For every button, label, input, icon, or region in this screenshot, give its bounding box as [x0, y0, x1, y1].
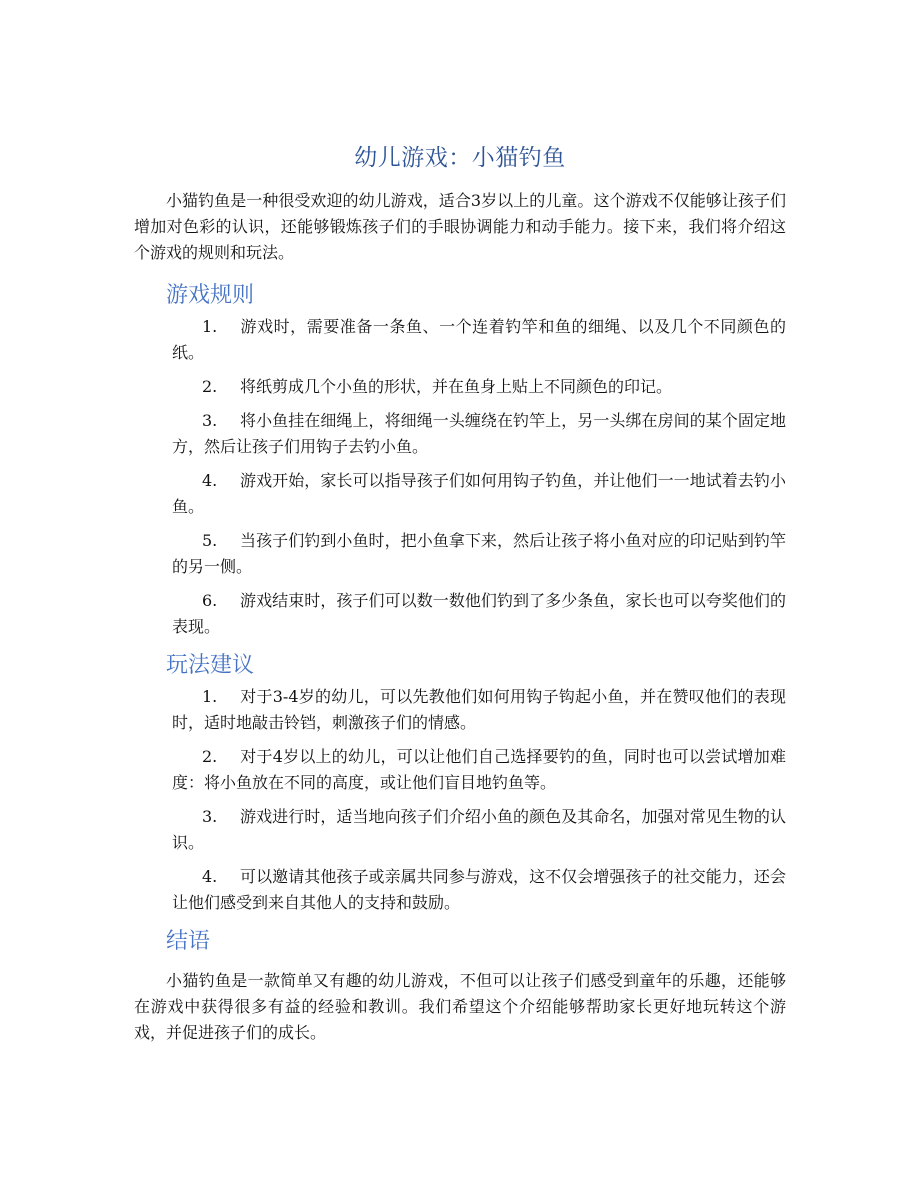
- conclusion-paragraph: 小猫钓鱼是一款简单又有趣的幼儿游戏，不但可以让孩子们感受到童年的乐趣，还能够在游戏中获得很多有益的经验和教训。我们希望这个介绍能够帮助家长更好地玩转这个游戏，并促进孩子们的成长。: [134, 971, 786, 1042]
- list-item: [134, 588, 786, 640]
- item-number: 1.: [202, 687, 218, 706]
- item-number: 1.: [202, 317, 218, 336]
- item-text: 可以邀请其他孩子或亲属共同参与游戏，这不仅会增强孩子的社交能力，还会让他们感受到来自其他人的支持和鼓励。: [172, 867, 786, 912]
- section-heading-tips: 玩法建议: [166, 653, 255, 678]
- item-number: 2.: [202, 377, 218, 396]
- item-text: 当孩子们钓到小鱼时，把小鱼拿下来，然后让孩子将小鱼对应的印记贴到钓竿的另一侧。: [172, 531, 786, 576]
- item-text: 游戏进行时，适当地向孩子们介绍小鱼的颜色及其命名，加强对常见生物的认识。: [172, 807, 786, 852]
- list-item: [134, 684, 786, 736]
- document-title: 幼儿游戏：小猫钓鱼: [354, 145, 566, 171]
- list-item: [134, 864, 786, 916]
- item-text: 游戏结束时，孩子们可以数一数他们钓到了多少条鱼，家长也可以夸奖他们的表现。: [172, 591, 786, 636]
- intro-paragraph: 小猫钓鱼是一种很受欢迎的幼儿游戏，适合3岁以上的儿童。这个游戏不仅能够让孩子们增加对色彩的认识，还能够锻炼孩子们的手眼协调能力和动手能力。接下来，我们将介绍这个游戏的规则和玩法。: [134, 191, 786, 262]
- item-text: 游戏时，需要准备一条鱼、一个连着钓竿和鱼的细绳、以及几个不同颜色的纸。: [172, 317, 786, 362]
- item-text: 游戏开始，家长可以指导孩子们如何用钩子钓鱼，并让他们一一地试着去钓小鱼。: [172, 471, 786, 516]
- item-text: 对于4岁以上的幼儿，可以让他们自己选择要钓的鱼，同时也可以尝试增加难度：将小鱼放在不同的高度，或让他们盲目地钓鱼等。: [172, 747, 786, 792]
- item-number: 3.: [202, 411, 218, 430]
- list-item: [134, 528, 786, 580]
- item-text: 对于3-4岁的幼儿，可以先教他们如何用钩子钩起小鱼，并在赞叹他们的表现时，适时地敲击铃铛，刺激孩子们的情感。: [172, 687, 786, 732]
- list-item: [134, 468, 786, 520]
- rules-list: [134, 314, 786, 640]
- item-number: 3.: [202, 807, 218, 826]
- tips-list: [134, 684, 786, 916]
- item-number: 4.: [202, 471, 218, 490]
- section-heading-conclusion: 结语: [166, 929, 211, 954]
- item-text: 将纸剪成几个小鱼的形状，并在鱼身上贴上不同颜色的印记。: [240, 377, 673, 396]
- list-item: [134, 804, 786, 856]
- item-number: 2.: [202, 747, 218, 766]
- list-item: [134, 374, 786, 400]
- list-item: [134, 408, 786, 460]
- item-number: 5.: [202, 531, 218, 550]
- item-number: 4.: [202, 867, 218, 886]
- item-text: 将小鱼挂在细绳上，将细绳一头缠绕在钓竿上，另一头绑在房间的某个固定地方，然后让孩子们用钩子去钓小鱼。: [172, 411, 786, 456]
- document-page: [134, 140, 786, 1046]
- list-item: [134, 744, 786, 796]
- section-heading-rules: 游戏规则: [166, 283, 255, 308]
- list-item: [134, 314, 786, 366]
- item-number: 6.: [202, 591, 218, 610]
